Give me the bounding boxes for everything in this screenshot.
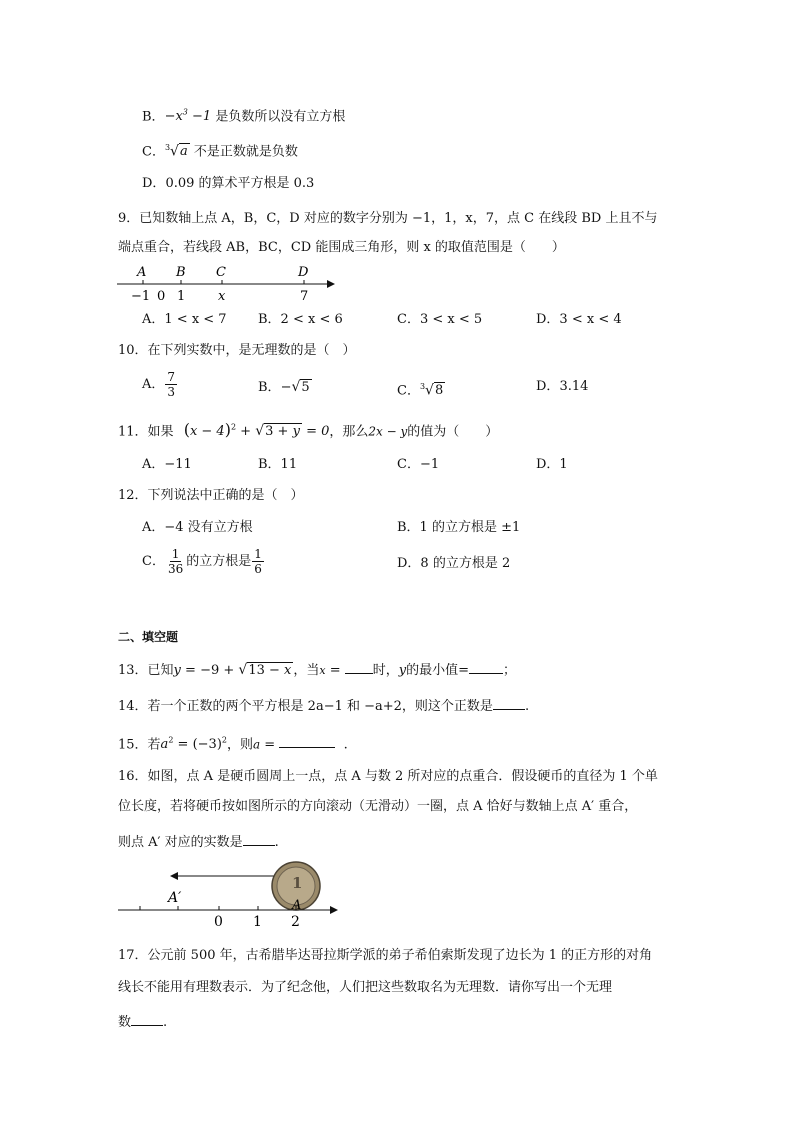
stem-suffix: 的值为（ ） [407, 424, 499, 440]
q10-option-d [536, 377, 588, 397]
stem-mid: ，则 [226, 737, 253, 753]
stem-text: 则点 A′ 对应的实数是 [118, 835, 243, 850]
label-a: A [137, 265, 147, 280]
option-letter: B． [142, 109, 165, 125]
label-c: C [216, 265, 226, 280]
q16-coin-figure [116, 858, 346, 930]
stem-mid: 时， [372, 663, 399, 678]
numerator: 1 [254, 547, 262, 561]
option-text: 3.14 [559, 379, 589, 394]
q17-line2: 线长不能用有理数表示．为了纪念他，人们把这些数取名为无理数．请你写出一个无理 [118, 980, 613, 995]
answer-blank[interactable] [345, 659, 373, 674]
stem-mid: ，当 [293, 663, 320, 678]
stem-prefix: 13．已知 [118, 663, 174, 678]
q17-line3 [118, 1011, 167, 1033]
answer-blank[interactable] [279, 733, 335, 748]
q9-stem-line1: 9．已知数轴上点 A，B，C，D 对应的数字分别为 −1，1，x，7，点 C 在线段 BD 上且不与 [118, 211, 658, 226]
option-letter: B． [258, 380, 281, 395]
denominator: 36 [167, 562, 184, 576]
stem-end: . [163, 1015, 168, 1030]
option-letter: D． [536, 379, 560, 394]
q8-option-d [142, 174, 314, 194]
answer-blank[interactable] [131, 1011, 163, 1026]
stem-end: . [524, 699, 530, 714]
q10-option-a [142, 370, 178, 399]
option-text: 是负数所以没有立方根 [215, 109, 346, 125]
q11-option-d: D．1 [536, 457, 568, 472]
stem-mid: ，那么 [329, 424, 369, 440]
stem-prefix: 15．若 [118, 737, 161, 753]
option-text: 的立方根是 [186, 554, 252, 569]
tick-label-7: 7 [300, 289, 309, 304]
q12-option-a: A．−4 没有立方根 [142, 520, 253, 535]
q12-option-b: B．1 的立方根是 ±1 [397, 520, 521, 535]
math-expr: $-x^3 -1$ [164, 108, 212, 125]
tick-label-1: 1 [177, 289, 186, 304]
option-letter: C． [142, 144, 165, 160]
q15: 15．若$a^2 = (-3)^2$，则a = . [118, 731, 348, 755]
stem-end: . [274, 835, 279, 850]
q8-option-b [142, 103, 345, 127]
q12-option-d: D．8 的立方根是 2 [397, 556, 511, 571]
math-var: a [253, 737, 261, 752]
q9-stem-line2: 端点重合，若线段 AB，BC，CD 能围成三角形，则 x 的取值范围是（ ） [118, 240, 565, 255]
axis-arrow [330, 906, 338, 914]
q11-option-b: B．11 [258, 457, 298, 472]
label-a-prime: A′ [168, 890, 182, 906]
option-text: 0.09 的算术平方根是 0.3 [165, 176, 315, 191]
label-d: D [298, 265, 309, 280]
math-var: x [319, 664, 326, 677]
tick-label-0: 0 [157, 289, 166, 304]
q9-option-a: A．1 < x < 7 [142, 312, 227, 327]
math-expr: 2x − y [368, 424, 408, 439]
radicand: 5 [301, 380, 310, 395]
radical-sign: √ [170, 143, 179, 160]
q11-option-c: C．−1 [397, 457, 440, 472]
denominator: 3 [167, 385, 176, 399]
q13: 13．已知y = −9 + √13 − x ，当x = 时，y的最小值= ； [118, 659, 516, 681]
q16-line3 [118, 831, 279, 853]
axis-arrow [327, 280, 335, 288]
fraction [252, 547, 264, 576]
q12-option-c [142, 547, 265, 576]
tick-label-neg1: −1 [131, 289, 151, 304]
q12-stem: 12．下列说法中正确的是（ ） [118, 488, 304, 503]
q16-line1: 16．如图，点 A 是硬币圆周上一点，点 A 与数 2 所对应的点重合．假设硬币的直径为 1 个单 [118, 769, 658, 784]
q16-line2: 位长度，若将硬币按如图所示的方向滚动（无滑动）一圈，点 A 恰好与数轴上点 A′ 重合， [118, 799, 638, 814]
coin-face-mark: 1 [292, 874, 303, 892]
math-expr: y [173, 663, 181, 678]
option-letter: A． [142, 377, 165, 392]
fraction [165, 370, 177, 399]
radical-sign: √ [291, 379, 301, 395]
root-index: 3 [419, 382, 426, 391]
stem-text: 14．若一个正数的两个平方根是 2a−1 和 −a+2，则这个正数是 [118, 699, 493, 714]
label-b: B [176, 265, 186, 280]
tick-label-x: x [218, 289, 226, 304]
stem-suffix: 的最小值= [406, 663, 470, 678]
stem-end: ； [503, 663, 517, 678]
q9-number-line [115, 262, 335, 306]
coin-point-label: A [292, 898, 302, 913]
math-expr: $(x - 4)^2 + √3 + y = 0$ [183, 420, 330, 440]
answer-blank[interactable] [493, 695, 525, 710]
q11-stem [118, 418, 498, 442]
numerator: 1 [171, 547, 180, 561]
math-var: y [398, 663, 407, 678]
radicand: 8 [434, 383, 444, 399]
q14 [118, 695, 529, 717]
tick-label-1: 1 [253, 914, 262, 930]
q9-option-d: D．3 < x < 4 [536, 312, 622, 327]
direction-arrow-head [170, 872, 178, 880]
q17-line1: 17．公元前 500 年，古希腊毕达哥拉斯学派的弟子希伯索斯发现了边长为 1 的正方形的对角 [118, 948, 653, 963]
section-title: 二、填空题 [118, 630, 179, 644]
fraction [166, 547, 185, 576]
answer-blank[interactable] [469, 659, 503, 674]
tick-label-0: 0 [214, 914, 223, 930]
option-text: 不是正数就是负数 [193, 144, 298, 160]
stem-text: 数 [118, 1015, 132, 1030]
radicand: a [179, 144, 188, 160]
q9-option-b: B．2 < x < 6 [258, 312, 343, 327]
option-letter: D． [142, 176, 166, 191]
numerator: 7 [167, 370, 176, 384]
q9-option-c: C．3 < x < 5 [397, 312, 483, 327]
stem-prefix: 11．如果 [118, 424, 174, 440]
minus-sign: − [280, 380, 292, 395]
option-letter: C． [397, 383, 420, 399]
q10-option-b [258, 377, 312, 398]
stem-end: . [343, 737, 348, 753]
q11-option-a: A．−11 [142, 457, 192, 472]
q8-option-c: C．$^3$√a 不是正数就是负数 [142, 143, 298, 160]
q10-option-c [397, 377, 445, 401]
radical-sign: √ [238, 662, 248, 678]
answer-blank[interactable] [243, 831, 275, 846]
q10-stem: 10．在下列实数中，是无理数的是（ ） [118, 343, 356, 358]
option-letter: C． [142, 554, 165, 569]
math-expr: $a^2 = (-3)^2$ [160, 736, 227, 753]
tick-label-2: 2 [291, 914, 300, 930]
denominator: 6 [254, 562, 262, 576]
radicand: 13 − x [248, 663, 292, 678]
radical-sign: √ [425, 382, 434, 399]
